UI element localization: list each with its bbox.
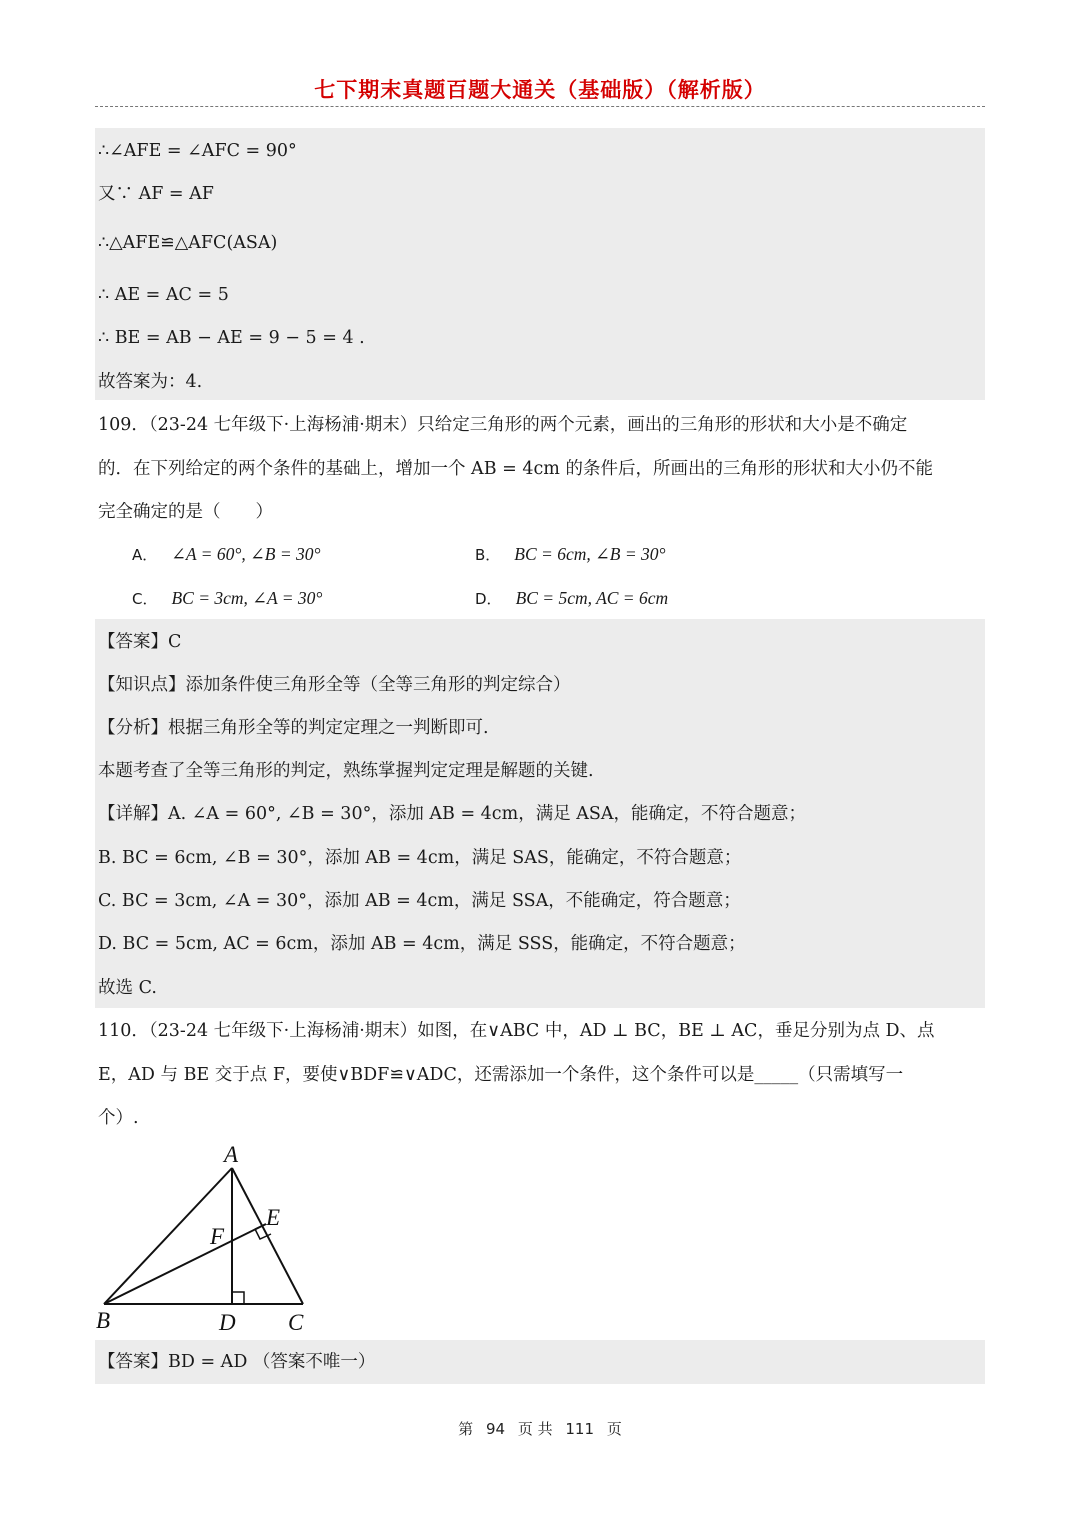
detail-line: B. BC = 6cm, ∠B = 30°，添加 AB = 4cm，满足 SAS，能确定，不符合题意； <box>98 848 742 868</box>
detail-line: C. BC = 3cm, ∠A = 30°，添加 AB = 4cm，满足 SSA，不能确定，符合题意； <box>98 891 741 911</box>
solution-line: ∴∠AFE = ∠AFC = 90° <box>98 141 297 161</box>
answer-line: 【答案】BD = AD （答案不唯一） <box>98 1352 376 1372</box>
option-label: D． <box>475 590 502 608</box>
label-a: A <box>224 1142 239 1167</box>
footer-prefix: 第 <box>458 1420 474 1438</box>
detail-line: D. BC = 5cm, AC = 6cm，添加 AB = 4cm，满足 SSS，能确定，不符合题意； <box>98 934 746 954</box>
right-angle-mark-d <box>232 1292 244 1304</box>
triangle-figure <box>90 1140 330 1340</box>
solution-line: ∴ AE = AC = 5 <box>98 285 229 305</box>
option-c <box>132 586 322 611</box>
solution-line: ∴△AFE≌△AFC(ASA) <box>98 233 278 253</box>
page-footer <box>0 1418 1080 1439</box>
solution-block-1 <box>95 128 985 400</box>
footer-suffix: 页 <box>606 1420 622 1438</box>
conclusion-line: 故选 C. <box>98 978 157 998</box>
label-c: C <box>288 1310 304 1335</box>
option-text: BC = 5cm, AC = 6cm <box>515 588 669 608</box>
footer-mid: 页 共 <box>517 1420 553 1438</box>
total-pages: 111 <box>565 1420 595 1438</box>
option-text: BC = 6cm, ∠B = 30° <box>514 544 666 564</box>
question-109-text: 完全确定的是（ ） <box>98 502 273 522</box>
option-label: B． <box>475 546 501 564</box>
option-b <box>475 542 666 567</box>
page-header-title: 七下期末真题百题大通关（基础版）（解析版） <box>95 74 985 107</box>
question-110-text: 110．（23-24 七年级下·上海杨浦·期末）如图，在∨ABC 中，AD ⊥ BC，BE ⊥ AC，垂足分别为点 D、点 <box>98 1021 935 1041</box>
detail-line: 【详解】A. ∠A = 60°, ∠B = 30°，添加 AB = 4cm，满足 ASA，能确定，不符合题意； <box>98 804 807 824</box>
solution-line: ∴ BE = AB − AE = 9 − 5 = 4 . <box>98 328 365 348</box>
option-text: BC = 3cm, ∠A = 30° <box>171 588 323 608</box>
question-110-text: 个）. <box>98 1108 139 1128</box>
option-d <box>475 586 668 611</box>
analysis-line: 本题考查了全等三角形的判定，熟练掌握判定定理是解题的关键. <box>98 761 594 781</box>
knowledge-point-line: 【知识点】添加条件使三角形全等（全等三角形的判定综合） <box>98 675 571 695</box>
analysis-line: 【分析】根据三角形全等的判定定理之一判断即可. <box>98 718 489 738</box>
question-109-text: 109．（23-24 七年级下·上海杨浦·期末）只给定三角形的两个元素，画出的三角形的形状和大小是不确定 <box>98 415 908 435</box>
answer-line: 【答案】C <box>98 632 182 652</box>
label-f: F <box>210 1224 225 1249</box>
question-109-text: 的．在下列给定的两个条件的基础上，增加一个 AB = 4cm 的条件后，所画出的三角形的形状和大小仍不能 <box>98 459 933 479</box>
solution-line: 故答案为：4. <box>98 372 203 392</box>
option-label: A． <box>132 546 158 564</box>
solution-line: 又∵ AF = AF <box>98 184 214 204</box>
label-b: B <box>96 1308 111 1333</box>
option-a <box>132 542 321 567</box>
label-d: D <box>219 1310 236 1335</box>
label-e: E <box>266 1205 281 1230</box>
question-110-text: E，AD 与 BE 交于点 F，要使∨BDF≌∨ADC，还需添加一个条件，这个条件可以是_____（只需填写一 <box>98 1065 904 1085</box>
page-number: 94 <box>485 1420 506 1438</box>
option-label: C． <box>132 590 158 608</box>
option-text: ∠A = 60°, ∠B = 30° <box>171 544 321 564</box>
